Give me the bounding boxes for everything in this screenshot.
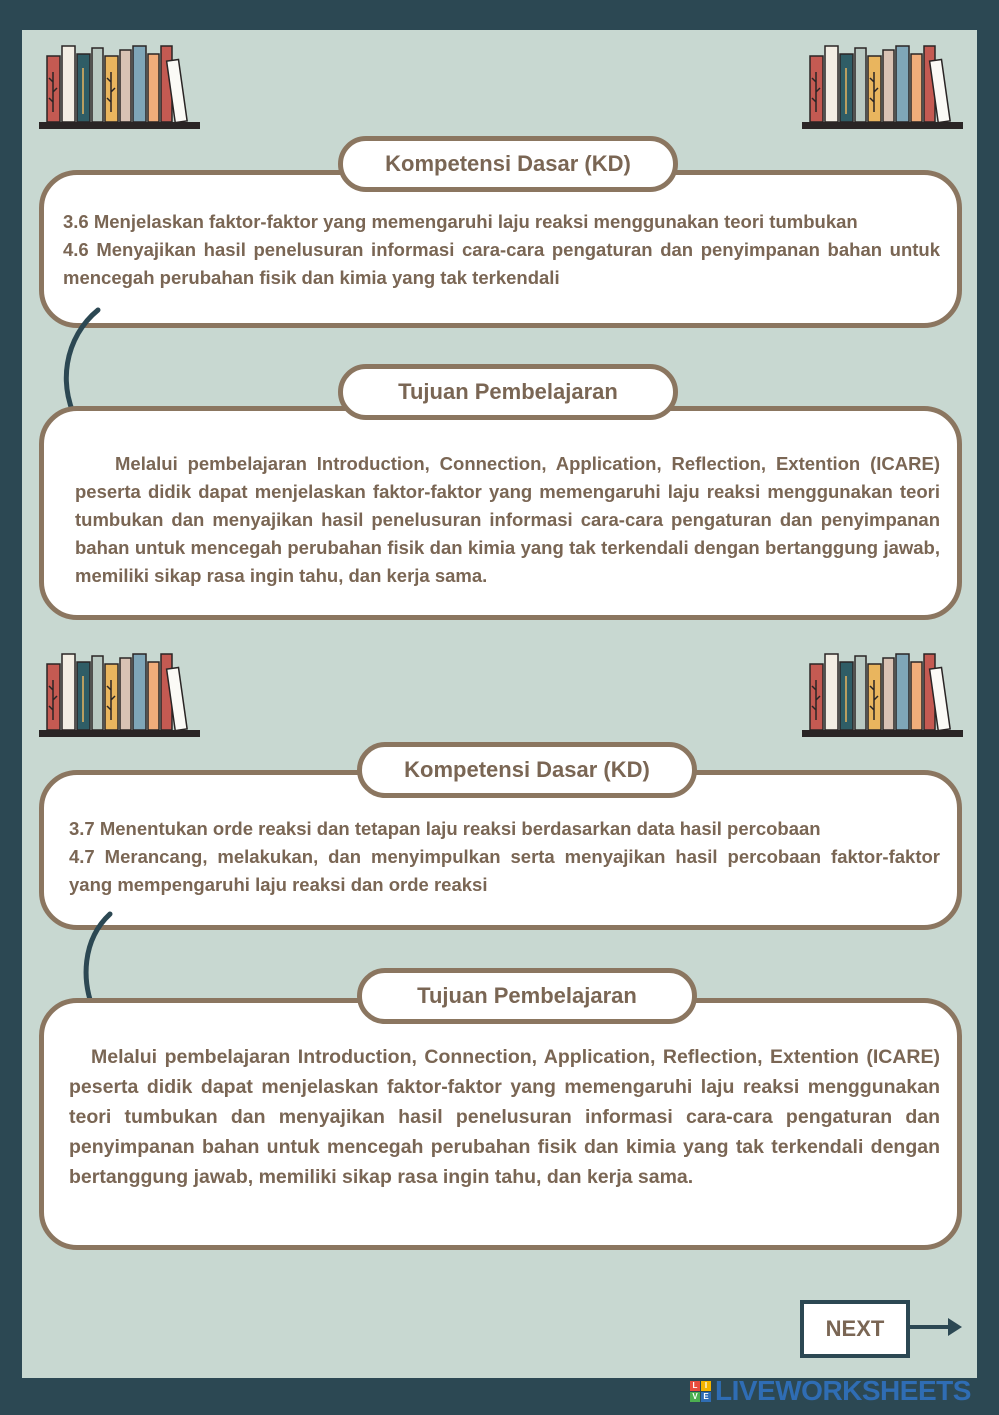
tp-text-1: Melalui pembelajaran Introduction, Connection, Application, Reflection, Extention (ICARE) peserta didik dapat menjelaskan faktor-faktor yang memengaruhi laju reaksi menggunakan teori tumbukan dan menyajikan hasil penelusuran informasi cara-cara pengaturan dan penyimpanan bahan untuk mencegah perubahan fisik dan kimia yang tak terkendali dengan bertanggung jawab, memiliki sikap rasa ingin tahu, dan kerja sama.: [75, 453, 940, 586]
kd-line: 3.6 Menjelaskan faktor-faktor yang memengaruhi laju reaksi menggunakan teori tumbukan: [63, 211, 858, 232]
arrow-right-icon: [910, 1315, 965, 1339]
logo-letter: L: [690, 1381, 700, 1391]
tp-text-2: Melalui pembelajaran Introduction, Connection, Application, Reflection, Extention (ICARE) peserta didik dapat menjelaskan faktor-faktor yang memengaruhi laju reaksi menggunakan teori tumbukan dan menyajikan hasil penelusuran informasi cara-cara pengaturan dan penyimpanan bahan untuk mencegah perubahan fisik dan kimia yang tak terkendali dengan bertanggung jawab, memiliki sikap rasa ingin tahu, dan kerja sama.: [69, 1046, 940, 1188]
bookshelf-icon: [800, 42, 965, 132]
kd-line: 3.7 Menentukan orde reaksi dan tetapan laju reaksi berdasarkan data hasil percobaan: [69, 818, 821, 839]
liveworksheets-logo-icon: [690, 1381, 711, 1402]
bookshelf-icon: [800, 650, 965, 740]
liveworksheets-text: LIVEWORKSHEETS: [715, 1375, 971, 1406]
next-button[interactable]: NEXT: [800, 1300, 910, 1358]
kd-title-1: Kompetensi Dasar (KD): [338, 136, 678, 192]
bookshelf-icon: [37, 650, 202, 740]
liveworksheets-watermark: [690, 1377, 971, 1405]
kd-title-2: Kompetensi Dasar (KD): [357, 742, 697, 798]
kd-line: 4.6 Menyajikan hasil penelusuran informasi cara-cara pengaturan dan penyimpanan bahan untuk mencegah perubahan fisik dan kimia yang tak terkendali: [63, 239, 940, 288]
logo-letter: E: [701, 1392, 711, 1402]
tp-title-1: Tujuan Pembelajaran: [338, 364, 678, 420]
logo-letter: V: [690, 1392, 700, 1402]
kd-line: 4.7 Merancang, melakukan, dan menyimpulkan serta menyajikan hasil percobaan faktor-faktor yang mempengaruhi laju reaksi dan orde reaksi: [69, 846, 940, 895]
worksheet-page: [22, 30, 977, 1378]
kd-text-2: [69, 815, 940, 899]
kd-text-1: [63, 208, 940, 292]
logo-letter: I: [701, 1381, 711, 1391]
tp-title-2: Tujuan Pembelajaran: [357, 968, 697, 1024]
bookshelf-icon: [37, 42, 202, 132]
